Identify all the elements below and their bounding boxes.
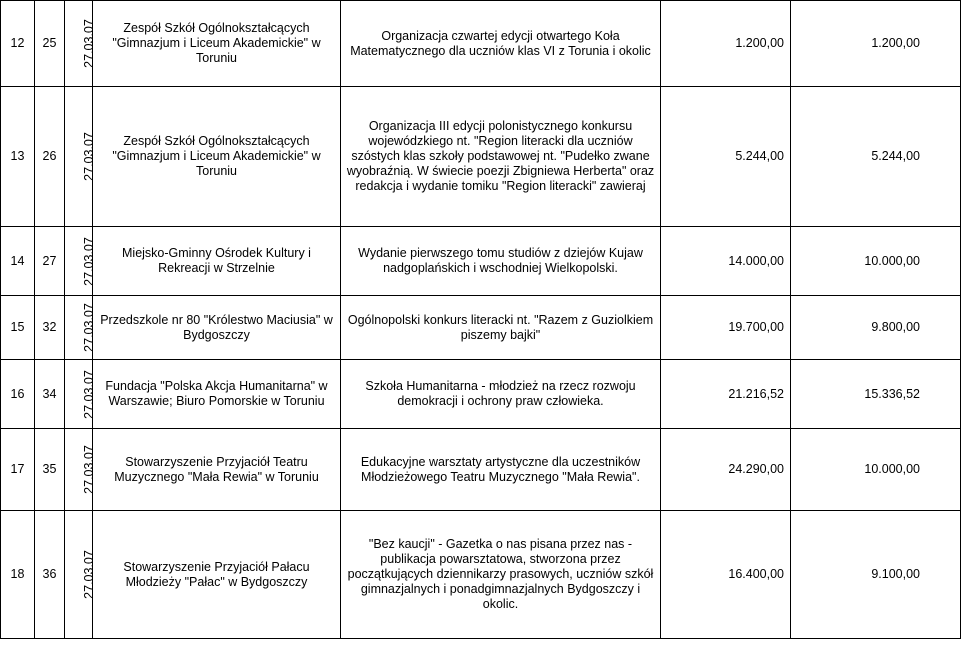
row-date-cell [65,1,96,87]
table-row [1,1,961,87]
table-row [1,429,961,511]
row-organization: Zespół Szkół Ogólnokształcących "Gimnazjum i Liceum Akademickie" w Toruniu [93,1,341,87]
row-nr: 36 [35,511,65,639]
row-task: Ogólnopolski konkurs literacki nt. "Razem z Guziolkiem piszemy bajki" [341,296,661,360]
row-nr: 35 [35,429,65,511]
row-lp: 13 [1,87,35,227]
row-lp: 14 [1,227,35,296]
row-date: 27.03.07 [81,236,96,286]
row-date: 27.03.07 [81,19,96,68]
row-date-cell [65,227,96,296]
row-organization: Zespół Szkół Ogólnokształcących "Gimnazjum i Liceum Akademickie" w Toruniu [93,87,341,227]
row-organization: Fundacja "Polska Akcja Humanitarna" w Warszawie; Biuro Pomorskie w Toruniu [93,360,341,429]
row-date-cell [65,296,96,360]
row-requested-amount: 19.700,00 [661,296,791,360]
row-date: 27.03.07 [81,369,96,419]
table-row [1,296,961,360]
row-organization: Stowarzyszenie Przyjaciół Teatru Muzycznego "Mała Rewia" w Toruniu [93,429,341,511]
row-task: Wydanie pierwszego tomu studiów z dziejów Kujaw nadgoplańskich i wschodniej Wielkopolski. [341,227,661,296]
row-date-cell [65,511,96,639]
row-task: "Bez kaucji" - Gazetka o nas pisana przez nas - publikacja powarsztatowa, stworzona przez początkujących dziennikarzy prasowych, uczniów szkół gimnazjalnych i ponadgimnazjalnych Bydgoszczy i okolic. [341,511,661,639]
row-granted-amount: 15.336,52 [791,360,961,429]
row-date: 27.03.07 [81,445,96,494]
row-nr: 26 [35,87,65,227]
row-organization: Miejsko-Gminny Ośrodek Kultury i Rekreacji w Strzelnie [93,227,341,296]
row-granted-amount: 9.800,00 [791,296,961,360]
row-date-cell [65,429,96,511]
row-granted-amount: 10.000,00 [791,227,961,296]
table-row [1,87,961,227]
table-row [1,360,961,429]
row-lp: 16 [1,360,35,429]
row-task: Organizacja czwartej edycji otwartego Koła Matematycznego dla uczniów klas VI z Torunia i okolic [341,1,661,87]
row-task: Organizacja III edycji polonistycznego konkursu wojewódzkiego nt. "Region literacki dla uczniów szóstych klas szkoły podstawowej nt. "Pudełko zwane wyobraźnią. W świecie poezji Zbigniewa Herberta" oraz redakcja i wydanie tomiku "Region literacki" zawieraj [341,87,661,227]
row-organization: Stowarzyszenie Przyjaciół Pałacu Młodzieży "Pałac" w Bydgoszczy [93,511,341,639]
row-date-cell [65,87,96,227]
row-requested-amount: 14.000,00 [661,227,791,296]
row-granted-amount: 9.100,00 [791,511,961,639]
row-requested-amount: 21.216,52 [661,360,791,429]
row-lp: 17 [1,429,35,511]
row-organization: Przedszkole nr 80 "Królestwo Maciusia" w Bydgoszczy [93,296,341,360]
row-task: Edukacyjne warsztaty artystyczne dla uczestników Młodzieżowego Teatru Muzycznego "Mała Rewia". [341,429,661,511]
row-granted-amount: 5.244,00 [791,87,961,227]
row-nr: 34 [35,360,65,429]
row-task: Szkoła Humanitarna - młodzież na rzecz rozwoju demokracji i ochrony praw człowieka. [341,360,661,429]
row-granted-amount: 1.200,00 [791,1,961,87]
row-date: 27.03.07 [81,303,96,352]
table-row [1,227,961,296]
row-lp: 12 [1,1,35,87]
row-nr: 25 [35,1,65,87]
row-nr: 32 [35,296,65,360]
row-lp: 18 [1,511,35,639]
table-row [1,511,961,639]
row-requested-amount: 5.244,00 [661,87,791,227]
row-granted-amount: 10.000,00 [791,429,961,511]
row-nr: 27 [35,227,65,296]
row-date: 27.03.07 [81,550,96,599]
row-requested-amount: 1.200,00 [661,1,791,87]
row-date-cell [65,360,96,429]
row-requested-amount: 24.290,00 [661,429,791,511]
row-date: 27.03.07 [81,132,96,181]
row-requested-amount: 16.400,00 [661,511,791,639]
row-lp: 15 [1,296,35,360]
